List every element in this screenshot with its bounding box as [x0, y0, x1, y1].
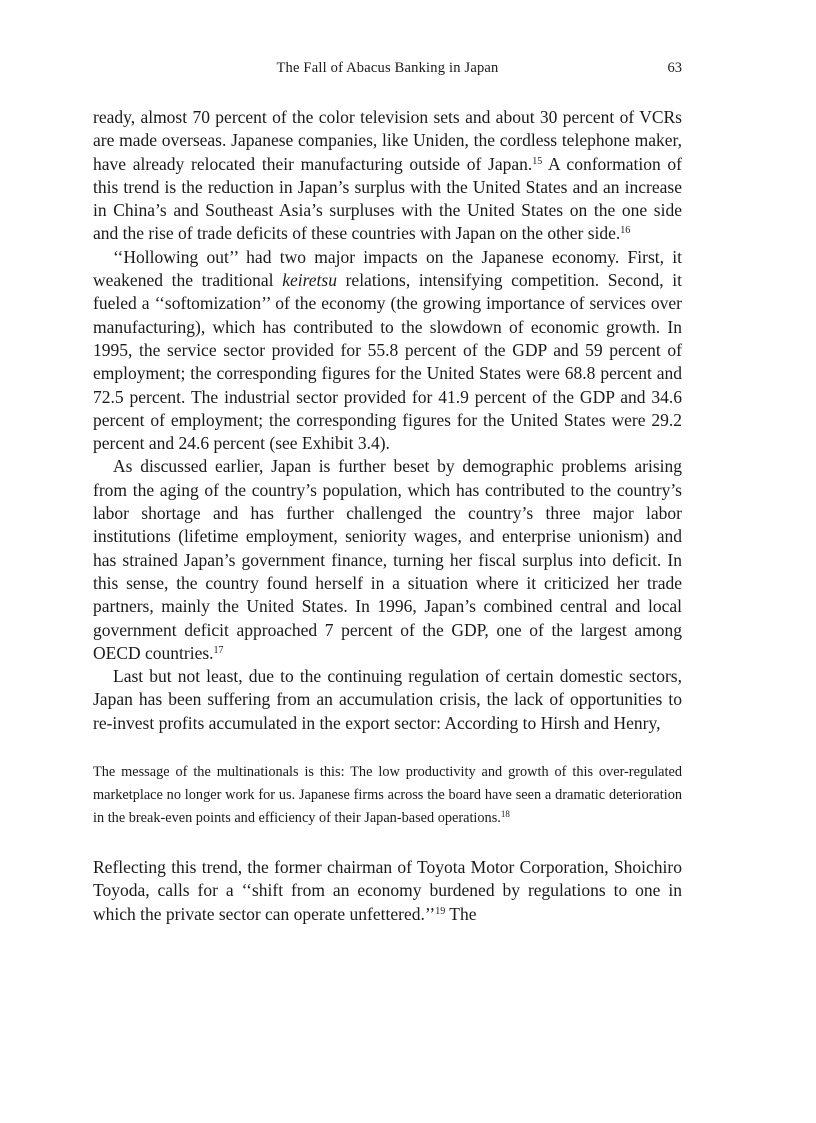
paragraph-2-text-b: relations, intensifying competition. Second, it fueled a ‘‘softomization’’ of the economy (the growing importance of services over manufacturing), which has contributed to the slowdown of economic growth. In 1995, the service sector provided for 55.8 percent of the GDP and 59 percent of employment; the corresponding figures for the United States were 68.8 percent and 72.5 percent. The industrial sector provided for 41.9 percent of the GDP and 34.6 percent of employment; the corresponding figures for the United States were 29.2 percent and 24.6 percent (see Exhibit 3.4). — [93, 270, 682, 454]
paragraph-5 — [93, 856, 682, 926]
running-title: The Fall of Abacus Banking in Japan — [276, 60, 499, 76]
body-text-continued — [93, 856, 682, 926]
footnote-marker-18: 18 — [500, 809, 510, 820]
keiretsu-term: keiretsu — [282, 270, 337, 291]
footnote-marker-17: 17 — [213, 644, 224, 656]
paragraph-5-text-b: The — [445, 903, 477, 924]
block-quote-text: The message of the multinationals is this: The low productivity and growth of this over-regulated marketplace no longer work for us. Japanese firms across the board have seen a dramatic deterioration in the break-even points and efficiency of their Japan-based operations. — [93, 764, 682, 827]
paragraph-3 — [93, 455, 682, 665]
paragraph-1-text-b: A conformation of this trend is the reduction in Japan’s surplus with the United States and an increase in China’s and Southeast Asia’s surpluses with the United States on the one side and the rise of trade deficits of these countries with Japan on the other side. — [93, 153, 683, 244]
block-quote — [93, 761, 682, 830]
book-page — [93, 60, 682, 926]
paragraph-1 — [93, 106, 682, 246]
paragraph-2-text-a: ‘‘Hollowing out’’ had two major impacts on the Japanese economy. First, it weakened the traditional — [93, 246, 682, 291]
paragraph-2 — [93, 246, 682, 456]
footnote-marker-16: 16 — [620, 225, 631, 237]
footnote-marker-15: 15 — [532, 155, 543, 167]
running-head — [93, 60, 682, 86]
paragraph-4 — [93, 665, 682, 735]
paragraph-3-text: As discussed earlier, Japan is further beset by demographic problems arising from the aging of the country’s population, which has contributed to the country’s labor shortage and has further challenged the country’s three major labor institutions (lifetime employment, seniority wages, and enterprise unionism) and has strained Japan’s government finance, turning her fiscal surplus into deficit. In this sense, the country found herself in a situation where it criticized her trade partners, mainly the United States. In 1996, Japan’s combined central and local government deficit approached 7 percent of the GDP, one of the largest among OECD countries. — [93, 456, 682, 663]
body-text — [93, 106, 682, 735]
page-number: 63 — [667, 60, 682, 76]
footnote-marker-19: 19 — [435, 905, 446, 917]
paragraph-1-text-a: ready, almost 70 percent of the color television sets and about 30 percent of VCRs are made overseas. Japanese companies, like Uniden, the cordless telephone maker, have already relocated their manufacturing outside of Japan. — [93, 107, 682, 174]
paragraph-5-text-a: Reflecting this trend, the former chairman of Toyota Motor Corporation, Shoichiro Toyoda, calls for a ‘‘shift from an economy burdened by regulations to one in which the private sector can operate unfettered.’’ — [93, 857, 682, 924]
paragraph-4-text: Last but not least, due to the continuing regulation of certain domestic sectors, Japan has been suffering from an accumulation crisis, the lack of opportunities to re-invest profits accumulated in the export sector: According to Hirsh and Henry, — [93, 666, 682, 733]
